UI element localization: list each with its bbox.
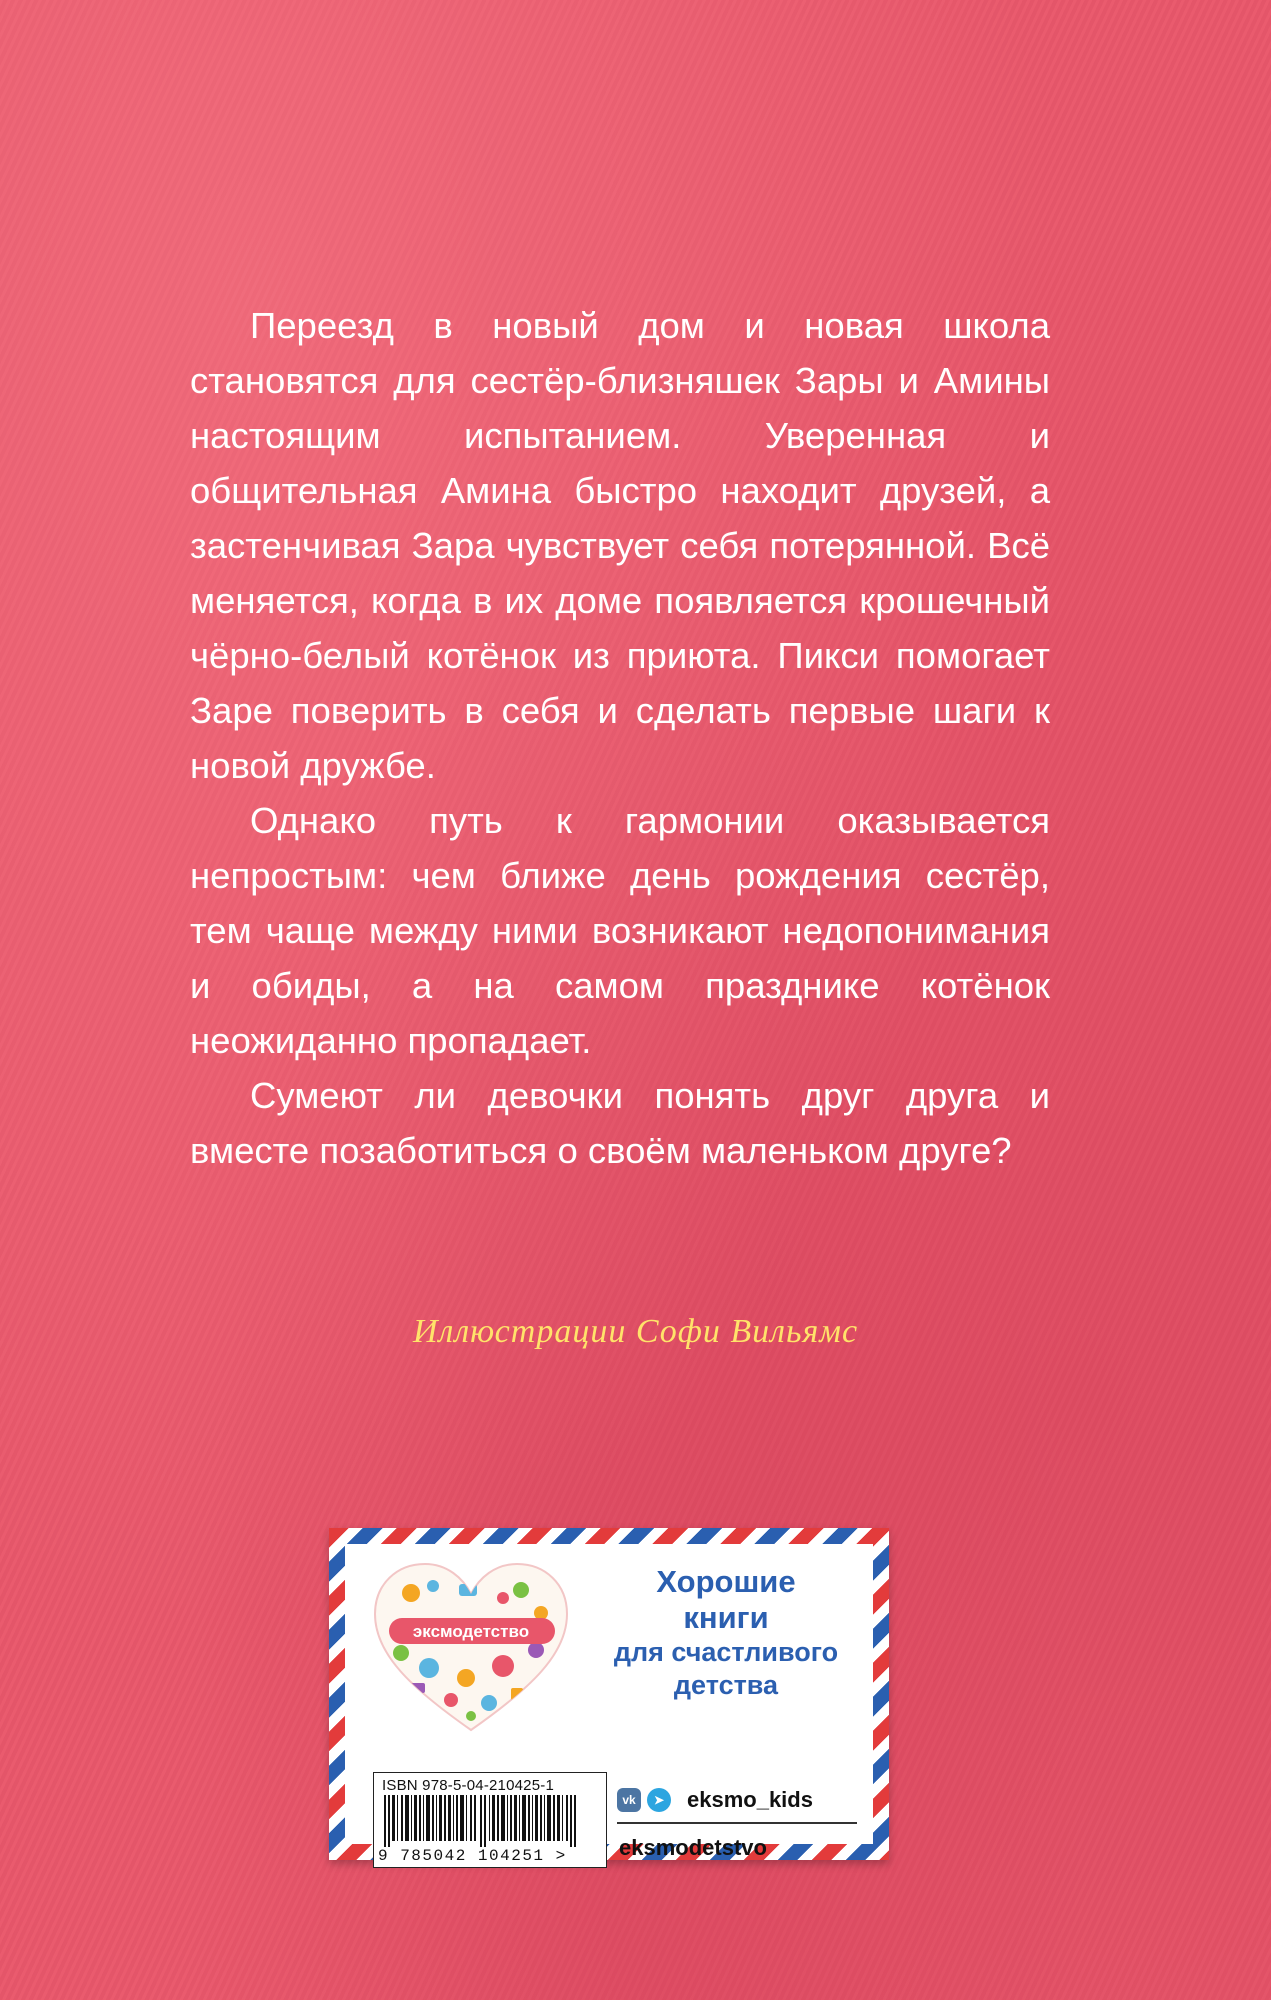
barcode-digits: 9 785042 104251 > [378, 1847, 567, 1865]
social-links [617, 1784, 867, 1864]
blurb-paragraph-2: Однако путь к гармонии оказывается непростым: чем ближе день рождения сестёр, тем чаще между ними возникают недопонимания и обиды, а на самом празднике котёнок неожиданно пропадает. [190, 800, 1050, 1061]
social-row-kids [617, 1784, 867, 1816]
blurb-text [190, 298, 1050, 1178]
telegram-icon: ➤ [647, 1788, 671, 1812]
tagline-line-2: книги [683, 1600, 769, 1635]
social-divider [617, 1822, 857, 1824]
isbn-barcode-box [373, 1772, 607, 1868]
vk-icon: vk [617, 1788, 641, 1812]
illustrator-credit: Иллюстрации Софи Вильямс [412, 1313, 859, 1350]
blurb-paragraph-3: Сумеют ли девочки понять друг друга и вместе позаботиться о своём маленьком друге? [190, 1075, 1050, 1171]
barcode [380, 1795, 586, 1847]
isbn-number: ISBN 978-5-04-210425-1 [382, 1777, 555, 1794]
tagline-line-3: для счастливого [613, 1637, 839, 1667]
blurb-paragraph-1: Переезд в новый дом и новая школа становятся для сестёр-близняшек Зары и Амины настоящим испытанием. Уверенная и общительная Амина быстро находит друзей, а застенчивая Зара чувствует себя потерянной. Всё меняется, когда в их доме появляется крошечный чёрно-белый котёнок из приюта. Пикси помогает Заре поверить в себя и сделать первые шаги к новой дружбе. [190, 305, 1050, 786]
social-handle-detstvo: eksmodetstvo [619, 1834, 767, 1860]
heart-logo-text: эксмодетство [412, 1622, 530, 1641]
tagline-line-4: детства [673, 1670, 779, 1700]
social-handle-kids: eksmo_kids [687, 1787, 813, 1812]
eksmodetstvo-heart-logo [371, 1558, 571, 1738]
publisher-card [329, 1528, 889, 1865]
social-row-detstvo [617, 1832, 867, 1864]
publisher-tagline [591, 1564, 861, 1702]
card-inner [345, 1544, 873, 1865]
tagline-line-1: Хорошие [656, 1564, 796, 1599]
